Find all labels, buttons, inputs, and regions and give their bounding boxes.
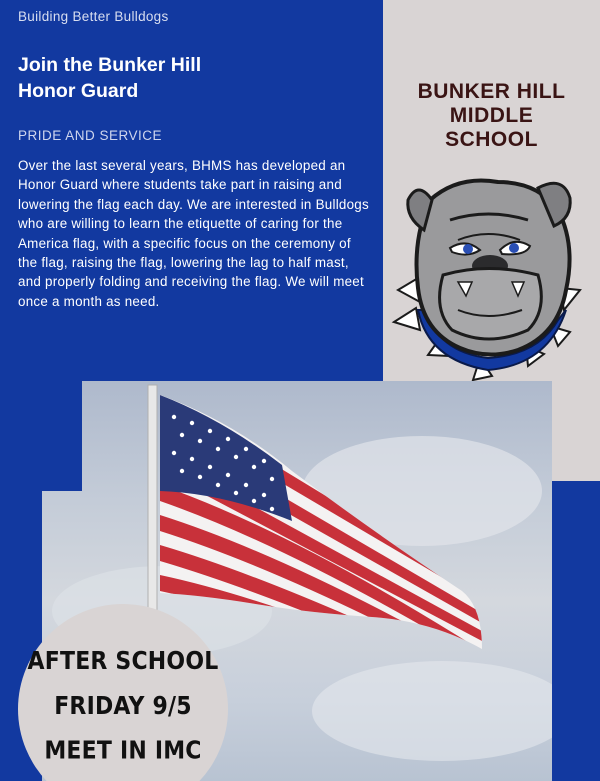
school-name-line-3: SCHOOL <box>445 128 538 151</box>
description-paragraph: Over the last several years, BHMS has developed an Honor Guard where students take part in raising and lowering the flag each day. We are interested in Bulldogs who are willing to learn the etiquette of caring for the America flag, with a specific focus on the ceremony of the flag, raising the flag, lowering the lag to half mast, and properly folding and receiving the flag. We will meet once a month as need. <box>18 158 369 309</box>
school-name-line-1: BUNKER HILL <box>417 80 566 103</box>
flag-pole <box>148 385 157 625</box>
title-line-2: Honor Guard <box>18 80 139 102</box>
bulldog-mascot-icon <box>388 170 588 385</box>
header-tagline: Building Better Bulldogs <box>18 9 169 24</box>
event-line-2: FRIDAY 9/5 <box>54 692 192 721</box>
school-name-line-2: MIDDLE <box>449 104 534 127</box>
event-line-3: MEET IN IMC <box>44 737 202 766</box>
event-line-1: AFTER SCHOOL <box>27 647 219 676</box>
title-line-1: Join the Bunker Hill <box>18 54 202 76</box>
blue-notch <box>42 381 82 491</box>
school-name <box>383 80 600 152</box>
page-title <box>18 52 318 104</box>
section-subtitle: PRIDE AND SERVICE <box>18 128 163 143</box>
event-details <box>18 640 228 774</box>
